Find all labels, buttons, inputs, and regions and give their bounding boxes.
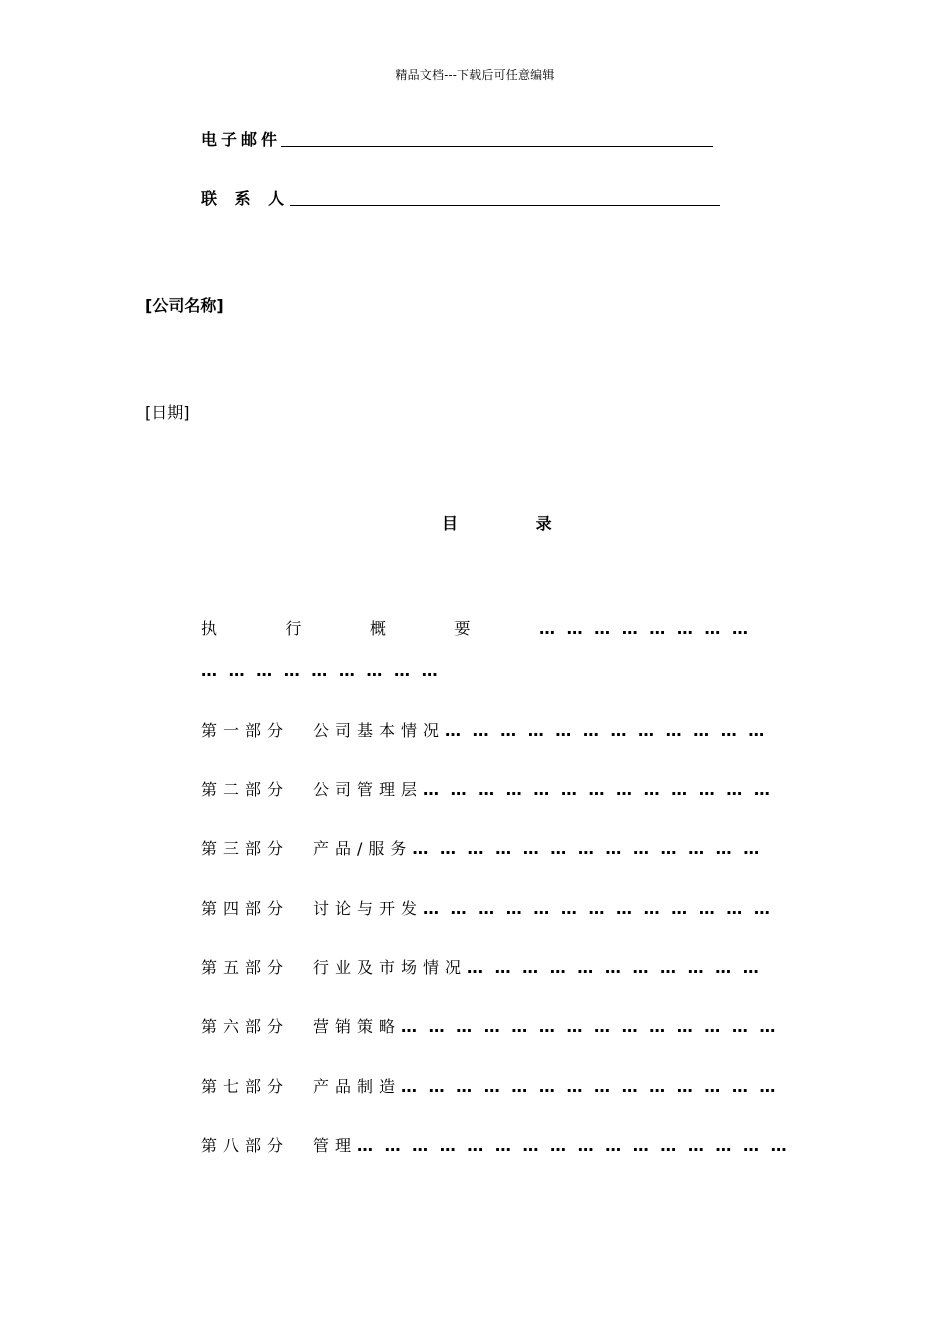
toc-part-name: 行业及市场情况 xyxy=(313,958,468,977)
toc-leader-dots: … … … … … … … … … … … … … … … … xyxy=(357,1136,790,1155)
toc-entry xyxy=(201,721,767,741)
page-header-watermark: 精品文档---下载后可任意编辑 xyxy=(395,68,555,82)
toc-leader-dots: … … … … … … … … … … … … xyxy=(445,721,768,740)
email-label: 电子邮件 xyxy=(201,130,282,149)
toc-exec-char-1: 执 xyxy=(201,619,218,638)
toc-entry xyxy=(201,1017,778,1037)
toc-entry xyxy=(201,839,762,859)
toc-part-name: 讨论与开发 xyxy=(313,899,424,918)
toc-entry xyxy=(201,1077,778,1097)
toc-exec-char-4: 要 xyxy=(454,619,471,638)
toc-title: 目 录 xyxy=(442,514,588,533)
toc-leader-dots: … … … … … … … … … … … … … xyxy=(412,839,763,858)
toc-leader-dots: … … … … … … … … … … … … … xyxy=(423,899,773,918)
toc-part-label: 第六部分 xyxy=(201,1017,290,1036)
contact-label: 联 系 人 xyxy=(201,189,291,208)
contact-underline xyxy=(290,205,720,206)
toc-exec-char-2: 行 xyxy=(285,619,302,638)
contact-field-row xyxy=(201,187,720,209)
email-underline xyxy=(281,146,713,147)
toc-part-label: 第七部分 xyxy=(201,1077,290,1096)
toc-leader-dots: … … … … … … … … … … … xyxy=(467,958,762,977)
toc-leader-dots: … … … … … … … … … … … … … … xyxy=(401,1077,779,1096)
toc-part-name: 公司管理层 xyxy=(313,780,424,799)
toc-part-label: 第八部分 xyxy=(201,1136,290,1155)
toc-part-name: 管理 xyxy=(313,1136,358,1155)
toc-exec-char-3: 概 xyxy=(370,619,387,638)
toc-entry xyxy=(201,780,773,800)
toc-entry xyxy=(201,1136,790,1156)
toc-part-label: 第四部分 xyxy=(201,899,290,918)
toc-leader-dots: … … … … … … … … … … … … … … xyxy=(401,1017,779,1036)
toc-part-name: 公司基本情况 xyxy=(313,721,446,740)
company-name: [公司名称] xyxy=(145,296,224,315)
toc-part-label: 第五部分 xyxy=(201,958,290,977)
toc-entry xyxy=(201,899,773,919)
toc-exec-dots: … … … … … … … … xyxy=(539,619,751,638)
toc-part-name: 营销策略 xyxy=(313,1017,402,1036)
toc-part-name: 产品制造 xyxy=(313,1077,402,1096)
toc-entry xyxy=(201,958,762,978)
toc-part-label: 第三部分 xyxy=(201,839,290,858)
toc-exec-dots-continued: … … … … … … … … … xyxy=(201,661,441,680)
email-field-row xyxy=(201,128,713,150)
toc-executive-summary xyxy=(201,619,751,639)
toc-leader-dots: … … … … … … … … … … … … … xyxy=(423,780,773,799)
toc-part-label: 第一部分 xyxy=(201,721,290,740)
toc-part-name: 产品/服务 xyxy=(313,839,413,858)
toc-part-label: 第二部分 xyxy=(201,780,290,799)
date-placeholder: [日期] xyxy=(145,403,190,422)
